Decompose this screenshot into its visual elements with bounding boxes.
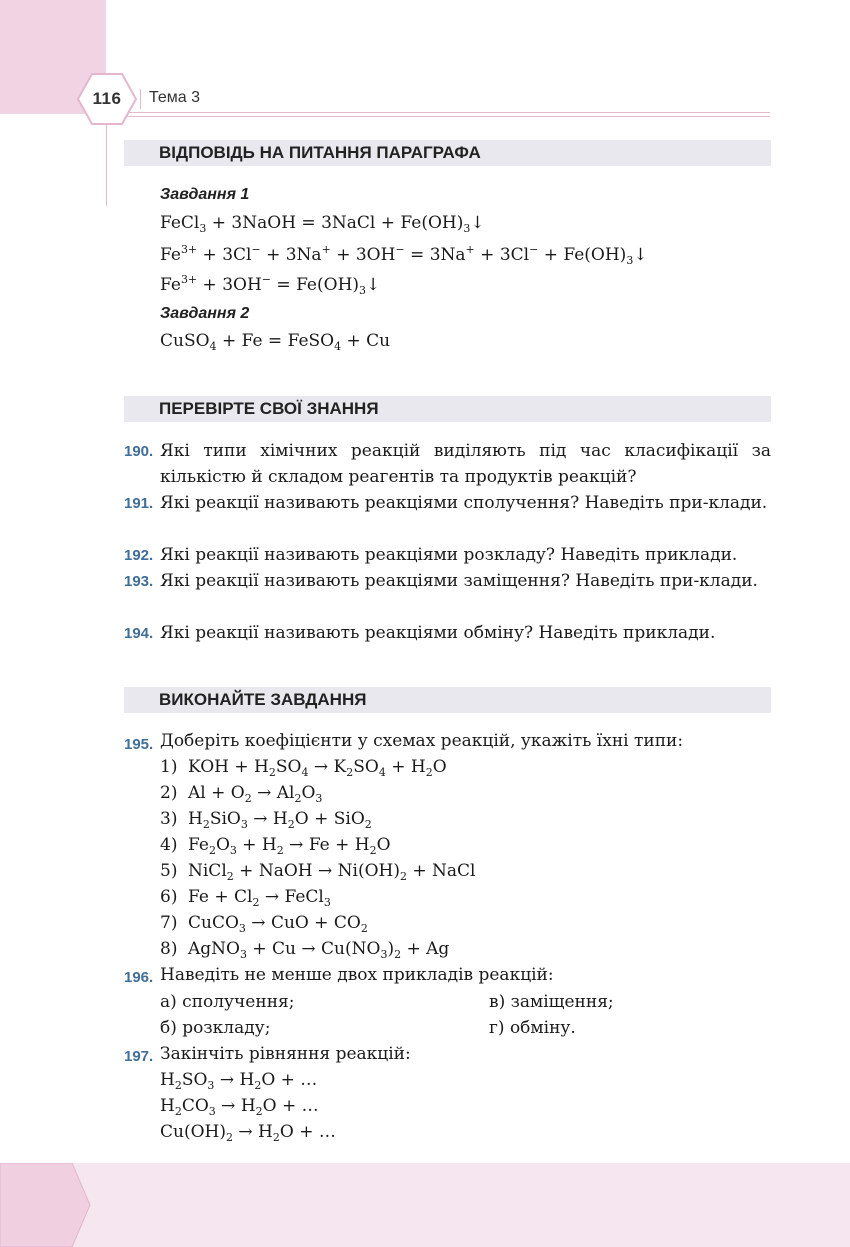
equation: $H_2SO_3 \to H_2O$ + … xyxy=(160,1070,318,1092)
reaction-scheme: AgNO$_3$ + $Cu \to Cu(NO_3)_2 + Ag$ xyxy=(188,939,450,961)
question-text: Які реакції називають реакціями обміну? Наведіть приклади. xyxy=(160,623,716,643)
question-number: 191. xyxy=(124,495,154,512)
task-number: 197. xyxy=(124,1048,154,1065)
equation: $Fe^{3+} + 3OH^-$ = $Fe(OH)_3↓$ xyxy=(160,273,381,297)
page-number: 116 xyxy=(92,89,122,108)
section-title: ВІДПОВІДЬ НА ПИТАННЯ ПАРАГРАФА xyxy=(159,143,481,162)
scheme-index: 6) xyxy=(160,887,178,907)
task-text: Доберіть коефіцієнти у схемах реакцій, укажіть їхні типи: xyxy=(160,731,684,751)
scheme-index: 4) xyxy=(160,835,178,855)
reaction-scheme: $Al + O_2 \to Al_2O_3$ xyxy=(188,783,323,805)
theme-label: Тема 3 xyxy=(140,89,200,109)
question-text: Які реакції називають реакціями заміщення? Наведіть при-клади. xyxy=(160,571,758,591)
reaction-scheme: $H_2SiO_3 \to H_2O + SiO_2$ xyxy=(188,809,372,831)
option-item: б) розкладу; xyxy=(160,1018,271,1038)
reaction-scheme: KOH + $H_2SO_4 \to K_2SO_4 + H_2O$ xyxy=(188,757,447,779)
equation: CuSO$_4$ + Fe = FeSO$_4$ + Cu xyxy=(160,331,391,353)
question-text: Які реакції називають реакціями розкладу? Наведіть приклади. xyxy=(160,545,738,565)
equation: FeCl$_3$ + 3NaOH = 3NaCl + $Fe(OH)_3↓$ xyxy=(160,213,485,235)
question-text: Які типи хімічних реакцій виділяють під час класифікації за кількістю й складом реагентів та продуктів реакцій? xyxy=(160,441,771,487)
scheme-index: 1) xyxy=(160,757,178,777)
option-item: в) заміщення; xyxy=(489,992,614,1012)
question-number: 193. xyxy=(124,573,154,590)
footer-band xyxy=(0,1163,850,1247)
reaction-scheme: $Fe_2O_3 + H_2 \to Fe + H_2O$ xyxy=(188,835,391,857)
reaction-scheme: NiCl$_2$ + NaOH → $Ni(OH)_2$ + NaCl xyxy=(188,861,476,883)
header-rule xyxy=(106,112,770,113)
task-label: Завдання 1 xyxy=(160,186,250,203)
task-text: Закінчіть рівняння реакцій: xyxy=(160,1044,411,1064)
scheme-index: 8) xyxy=(160,939,178,959)
task-label: Завдання 2 xyxy=(160,305,250,322)
question-text: Які реакції називають реакціями сполучення? Наведіть при-клади. xyxy=(160,493,768,513)
section-title: ПЕРЕВІРТЕ СВОЇ ЗНАННЯ xyxy=(159,399,379,418)
equation: $Cu(OH)_2 \to H_2O$ + … xyxy=(160,1122,336,1144)
section-heading-answers xyxy=(124,140,771,166)
section-heading-check xyxy=(124,396,771,422)
footer-tab-shape xyxy=(0,1163,100,1247)
margin-rule xyxy=(106,114,107,206)
reaction-scheme: CuCO$_3$ → CuO + $CO_2$ xyxy=(188,913,368,935)
question-number: 192. xyxy=(124,547,154,564)
scheme-index: 7) xyxy=(160,913,178,933)
task-text: Наведіть не менше двох прикладів реакцій: xyxy=(160,965,554,985)
header-rule xyxy=(106,116,770,117)
option-item: г) обміну. xyxy=(489,1018,576,1038)
equation: $H_2CO_3 \to H_2O$ + … xyxy=(160,1096,319,1118)
task-number: 196. xyxy=(124,969,154,986)
option-item: а) сполучення; xyxy=(160,992,295,1012)
question-number: 190. xyxy=(124,443,154,460)
section-heading-tasks xyxy=(124,687,771,713)
page-number-badge xyxy=(77,73,137,125)
scheme-index: 5) xyxy=(160,861,178,881)
equation: $Fe^{3+} + 3Cl^- + 3Na^+ + 3OH^- = 3Na^+ + 3Cl^-$ + $Fe(OH)_3↓$ xyxy=(160,243,648,267)
scheme-index: 2) xyxy=(160,783,178,803)
reaction-scheme: $Fe + Cl_2$ → FeCl$_3$ xyxy=(188,887,331,909)
question-number: 194. xyxy=(124,625,154,642)
section-title: ВИКОНАЙТЕ ЗАВДАННЯ xyxy=(159,690,367,709)
task-number: 195. xyxy=(124,736,154,753)
scheme-index: 3) xyxy=(160,809,178,829)
